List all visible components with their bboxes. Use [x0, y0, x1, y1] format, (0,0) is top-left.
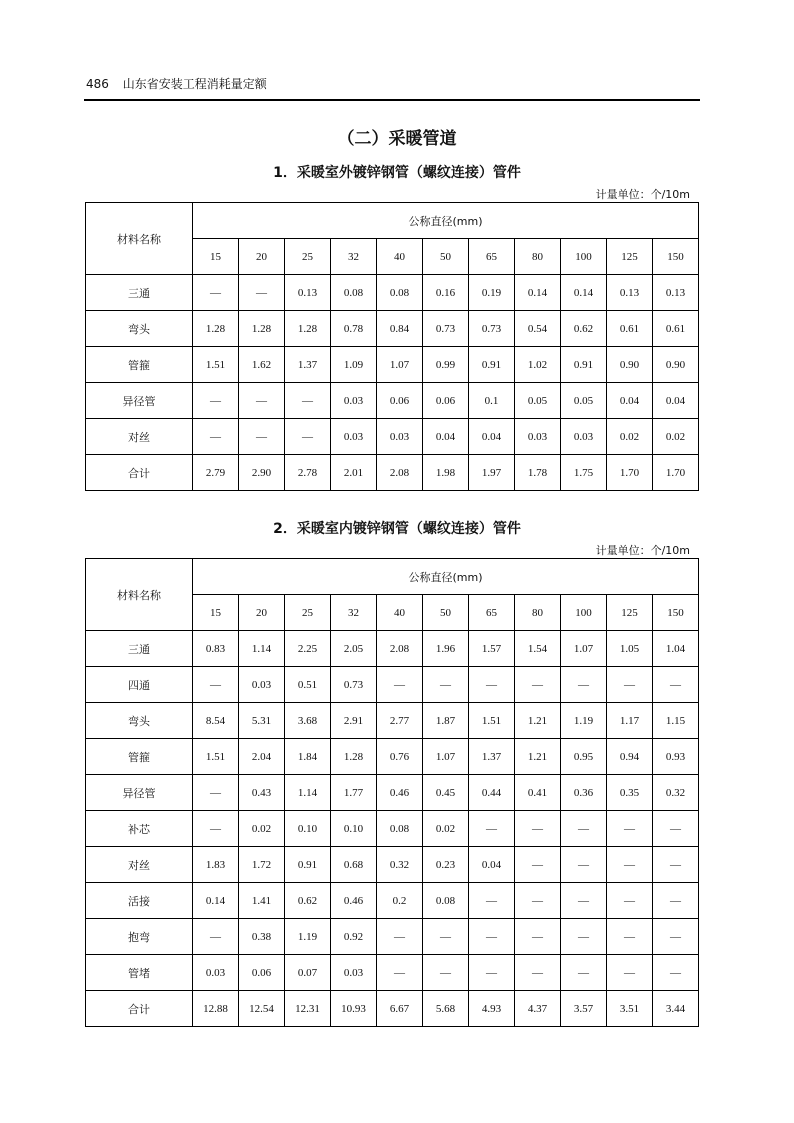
value-cell: 5.31	[239, 703, 285, 739]
value-cell: 0.02	[607, 419, 653, 455]
value-cell: 0.91	[469, 347, 515, 383]
material-name-cell: 三通	[86, 275, 193, 311]
value-cell: 0.08	[377, 275, 423, 311]
table-row	[86, 455, 699, 491]
value-cell: 5.68	[423, 991, 469, 1027]
value-cell: 0.38	[239, 919, 285, 955]
material-name-cell: 补芯	[86, 811, 193, 847]
value-cell: 0.13	[653, 275, 699, 311]
table-row	[86, 703, 699, 739]
page-number: 486	[86, 77, 109, 91]
value-cell: —	[377, 955, 423, 991]
value-cell: 2.05	[331, 631, 377, 667]
value-cell: —	[469, 811, 515, 847]
value-cell: 1.28	[239, 311, 285, 347]
value-cell: 8.54	[193, 703, 239, 739]
value-cell: —	[561, 955, 607, 991]
value-cell: —	[561, 847, 607, 883]
value-cell: 0.02	[423, 811, 469, 847]
header-rule	[84, 99, 700, 101]
value-cell: 0.08	[423, 883, 469, 919]
value-cell: 10.93	[331, 991, 377, 1027]
value-cell: —	[561, 919, 607, 955]
material-name-cell: 弯头	[86, 311, 193, 347]
material-name-cell: 异径管	[86, 775, 193, 811]
value-cell: 0.02	[239, 811, 285, 847]
value-cell: 0.03	[377, 419, 423, 455]
value-cell: 0.04	[653, 383, 699, 419]
value-cell: 1.17	[607, 703, 653, 739]
table-row	[86, 667, 699, 703]
table-row	[86, 383, 699, 419]
diameter-header-cell: 65	[469, 239, 515, 275]
table-2-title: 2．采暖室内镀锌钢管（螺纹连接）管件	[273, 521, 521, 537]
value-cell: 1.62	[239, 347, 285, 383]
value-cell: —	[377, 667, 423, 703]
value-cell: —	[653, 811, 699, 847]
diameter-header-cell: 40	[377, 595, 423, 631]
value-cell: 0.04	[469, 847, 515, 883]
material-name-cell: 弯头	[86, 703, 193, 739]
value-cell: 1.07	[377, 347, 423, 383]
value-cell: —	[607, 955, 653, 991]
table-1-unit: 计量单位：个/10m	[595, 188, 690, 201]
value-cell: 0.46	[377, 775, 423, 811]
value-cell: 2.91	[331, 703, 377, 739]
value-cell: 3.68	[285, 703, 331, 739]
value-cell: 1.04	[653, 631, 699, 667]
value-cell: —	[193, 419, 239, 455]
value-cell: —	[193, 811, 239, 847]
diameter-header-cell: 65	[469, 595, 515, 631]
value-cell: 0.06	[239, 955, 285, 991]
material-name-cell: 三通	[86, 631, 193, 667]
value-cell: —	[469, 919, 515, 955]
diameter-header-cell: 100	[561, 595, 607, 631]
value-cell: 1.07	[423, 739, 469, 775]
value-cell: 0.92	[331, 919, 377, 955]
diameter-header-cell: 50	[423, 239, 469, 275]
value-cell: 0.23	[423, 847, 469, 883]
value-cell: 0.68	[331, 847, 377, 883]
diameter-header-cell: 125	[607, 239, 653, 275]
value-cell: 1.75	[561, 455, 607, 491]
material-name-cell: 管堵	[86, 955, 193, 991]
value-cell: 1.28	[285, 311, 331, 347]
value-cell: 1.37	[469, 739, 515, 775]
value-cell: 0.05	[561, 383, 607, 419]
value-cell: 0.16	[423, 275, 469, 311]
value-cell: 0.2	[377, 883, 423, 919]
table-row	[86, 847, 699, 883]
book-title: 山东省安装工程消耗量定额	[122, 77, 267, 91]
value-cell: 1.70	[607, 455, 653, 491]
value-cell: 0.08	[377, 811, 423, 847]
value-cell: 0.14	[561, 275, 607, 311]
value-cell: —	[561, 883, 607, 919]
value-cell: 0.46	[331, 883, 377, 919]
value-cell: —	[193, 919, 239, 955]
value-cell: 1.87	[423, 703, 469, 739]
diameter-header-cell: 40	[377, 239, 423, 275]
value-cell: 0.91	[561, 347, 607, 383]
value-cell: 1.54	[515, 631, 561, 667]
value-cell: 0.10	[331, 811, 377, 847]
table-row	[86, 739, 699, 775]
value-cell: 0.04	[469, 419, 515, 455]
material-name-cell: 合计	[86, 455, 193, 491]
diameter-header-cell: 20	[239, 239, 285, 275]
value-cell: 2.78	[285, 455, 331, 491]
value-cell: 1.70	[653, 455, 699, 491]
value-cell: 1.78	[515, 455, 561, 491]
value-cell: 2.04	[239, 739, 285, 775]
value-cell: 2.90	[239, 455, 285, 491]
value-cell: —	[607, 667, 653, 703]
value-cell: 0.13	[285, 275, 331, 311]
diameter-header-cell: 15	[193, 239, 239, 275]
value-cell: 0.83	[193, 631, 239, 667]
value-cell: 0.32	[653, 775, 699, 811]
value-cell: 0.93	[653, 739, 699, 775]
table-body	[86, 275, 699, 491]
value-cell: 2.08	[377, 455, 423, 491]
value-cell: 0.02	[653, 419, 699, 455]
value-cell: 1.51	[193, 347, 239, 383]
material-name-cell: 抱弯	[86, 919, 193, 955]
value-cell: 0.03	[239, 667, 285, 703]
value-cell: 1.51	[193, 739, 239, 775]
value-cell: 0.03	[331, 955, 377, 991]
diameter-header-cell: 125	[607, 595, 653, 631]
value-cell: 1.83	[193, 847, 239, 883]
value-cell: —	[515, 919, 561, 955]
material-name-cell: 四通	[86, 667, 193, 703]
value-cell: 1.41	[239, 883, 285, 919]
diameter-header-cell: 100	[561, 239, 607, 275]
value-cell: —	[469, 955, 515, 991]
value-cell: 1.72	[239, 847, 285, 883]
value-cell: —	[515, 955, 561, 991]
diameter-header-cell: 25	[285, 239, 331, 275]
table-2-unit: 计量单位：个/10m	[595, 544, 690, 557]
value-cell: 3.44	[653, 991, 699, 1027]
value-cell: 0.44	[469, 775, 515, 811]
material-name-cell: 管箍	[86, 739, 193, 775]
value-cell: —	[515, 811, 561, 847]
value-cell: 12.88	[193, 991, 239, 1027]
value-cell: 0.06	[423, 383, 469, 419]
value-cell: 0.91	[285, 847, 331, 883]
value-cell: 1.15	[653, 703, 699, 739]
value-cell: 6.67	[377, 991, 423, 1027]
value-cell: 0.41	[515, 775, 561, 811]
table-row	[86, 955, 699, 991]
value-cell: 0.32	[377, 847, 423, 883]
value-cell: 0.73	[423, 311, 469, 347]
material-name-cell: 对丝	[86, 847, 193, 883]
value-cell: 0.07	[285, 955, 331, 991]
value-cell: 2.25	[285, 631, 331, 667]
value-cell: 0.99	[423, 347, 469, 383]
value-cell: 2.79	[193, 455, 239, 491]
value-cell: —	[193, 383, 239, 419]
value-cell: 2.08	[377, 631, 423, 667]
value-cell: 1.28	[193, 311, 239, 347]
value-cell: 1.14	[285, 775, 331, 811]
value-cell: 0.95	[561, 739, 607, 775]
value-cell: 1.09	[331, 347, 377, 383]
value-cell: 0.10	[285, 811, 331, 847]
value-cell: 4.93	[469, 991, 515, 1027]
value-cell: —	[607, 883, 653, 919]
value-cell: —	[653, 955, 699, 991]
value-cell: —	[239, 383, 285, 419]
diameter-header-cell: 80	[515, 239, 561, 275]
value-cell: —	[423, 919, 469, 955]
value-cell: 0.03	[561, 419, 607, 455]
value-cell: 3.57	[561, 991, 607, 1027]
value-cell: 0.19	[469, 275, 515, 311]
table-row	[86, 275, 699, 311]
value-cell: —	[239, 275, 285, 311]
value-cell: —	[469, 667, 515, 703]
value-cell: 1.97	[469, 455, 515, 491]
value-cell: 1.77	[331, 775, 377, 811]
material-name-cell: 合计	[86, 991, 193, 1027]
diameter-header-cell: 20	[239, 595, 285, 631]
value-cell: 0.03	[331, 383, 377, 419]
table-row	[86, 919, 699, 955]
value-cell: 2.01	[331, 455, 377, 491]
value-cell: —	[193, 775, 239, 811]
value-cell: 0.13	[607, 275, 653, 311]
value-cell: 0.84	[377, 311, 423, 347]
value-cell: 1.19	[561, 703, 607, 739]
value-cell: —	[607, 847, 653, 883]
value-cell: 1.51	[469, 703, 515, 739]
value-cell: 1.05	[607, 631, 653, 667]
value-cell: 0.1	[469, 383, 515, 419]
value-cell: 1.14	[239, 631, 285, 667]
value-cell: —	[193, 667, 239, 703]
value-cell: 0.03	[515, 419, 561, 455]
value-cell: 1.07	[561, 631, 607, 667]
diameter-group-header: 公称直径(mm)	[193, 203, 699, 239]
running-header	[86, 76, 700, 92]
value-cell: 1.84	[285, 739, 331, 775]
table-outdoor-fittings	[85, 202, 699, 491]
table-row	[86, 991, 699, 1027]
value-cell: 0.61	[607, 311, 653, 347]
value-cell: 0.03	[193, 955, 239, 991]
value-cell: 0.51	[285, 667, 331, 703]
value-cell: 4.37	[515, 991, 561, 1027]
diameter-header-cell: 150	[653, 239, 699, 275]
value-cell: 12.54	[239, 991, 285, 1027]
corner-header: 材料名称	[86, 559, 193, 631]
value-cell: —	[239, 419, 285, 455]
value-cell: 1.19	[285, 919, 331, 955]
value-cell: 0.90	[607, 347, 653, 383]
value-cell: 1.96	[423, 631, 469, 667]
value-cell: 0.94	[607, 739, 653, 775]
table-indoor-fittings	[85, 558, 699, 1027]
diameter-header-cell: 32	[331, 595, 377, 631]
corner-header: 材料名称	[86, 203, 193, 275]
value-cell: 0.73	[331, 667, 377, 703]
section-title: （二）采暖管道	[337, 129, 457, 149]
value-cell: 0.62	[561, 311, 607, 347]
value-cell: 0.54	[515, 311, 561, 347]
value-cell: —	[469, 883, 515, 919]
value-cell: 0.76	[377, 739, 423, 775]
table-row	[86, 811, 699, 847]
value-cell: 2.77	[377, 703, 423, 739]
table-row	[86, 883, 699, 919]
value-cell: 0.08	[331, 275, 377, 311]
value-cell: —	[515, 883, 561, 919]
value-cell: 1.02	[515, 347, 561, 383]
value-cell: —	[653, 847, 699, 883]
diameter-group-header: 公称直径(mm)	[193, 559, 699, 595]
value-cell: 0.03	[331, 419, 377, 455]
value-cell: 0.45	[423, 775, 469, 811]
value-cell: —	[515, 847, 561, 883]
value-cell: 0.06	[377, 383, 423, 419]
value-cell: 12.31	[285, 991, 331, 1027]
value-cell: —	[607, 919, 653, 955]
material-name-cell: 异径管	[86, 383, 193, 419]
value-cell: 1.21	[515, 703, 561, 739]
diameter-header-cell: 80	[515, 595, 561, 631]
value-cell: 0.62	[285, 883, 331, 919]
table-row	[86, 775, 699, 811]
value-cell: 0.04	[423, 419, 469, 455]
table-row	[86, 347, 699, 383]
table-row	[86, 631, 699, 667]
value-cell: 0.43	[239, 775, 285, 811]
value-cell: —	[285, 383, 331, 419]
value-cell: 0.36	[561, 775, 607, 811]
value-cell: 0.61	[653, 311, 699, 347]
value-cell: —	[423, 955, 469, 991]
value-cell: —	[561, 667, 607, 703]
table-1-title: 1．采暖室外镀锌钢管（螺纹连接）管件	[273, 165, 521, 181]
value-cell: 3.51	[607, 991, 653, 1027]
value-cell: 0.14	[515, 275, 561, 311]
material-name-cell: 活接	[86, 883, 193, 919]
value-cell: 1.21	[515, 739, 561, 775]
value-cell: —	[515, 667, 561, 703]
value-cell: 0.05	[515, 383, 561, 419]
value-cell: 0.73	[469, 311, 515, 347]
table-row	[86, 311, 699, 347]
value-cell: 0.78	[331, 311, 377, 347]
diameter-header-cell: 15	[193, 595, 239, 631]
diameter-header-cell: 150	[653, 595, 699, 631]
value-cell: —	[653, 919, 699, 955]
value-cell: 1.28	[331, 739, 377, 775]
value-cell: —	[423, 667, 469, 703]
value-cell: 0.04	[607, 383, 653, 419]
value-cell: —	[377, 919, 423, 955]
material-name-cell: 管箍	[86, 347, 193, 383]
table-row	[86, 419, 699, 455]
value-cell: 0.14	[193, 883, 239, 919]
value-cell: 1.37	[285, 347, 331, 383]
value-cell: —	[607, 811, 653, 847]
value-cell: —	[653, 667, 699, 703]
diameter-header-cell: 50	[423, 595, 469, 631]
value-cell: —	[285, 419, 331, 455]
value-cell: 0.90	[653, 347, 699, 383]
value-cell: 0.35	[607, 775, 653, 811]
diameter-header-cell: 25	[285, 595, 331, 631]
material-name-cell: 对丝	[86, 419, 193, 455]
value-cell: —	[193, 275, 239, 311]
value-cell: 1.57	[469, 631, 515, 667]
diameter-header-cell: 32	[331, 239, 377, 275]
value-cell: 1.98	[423, 455, 469, 491]
table-body	[86, 631, 699, 1027]
value-cell: —	[653, 883, 699, 919]
value-cell: —	[561, 811, 607, 847]
